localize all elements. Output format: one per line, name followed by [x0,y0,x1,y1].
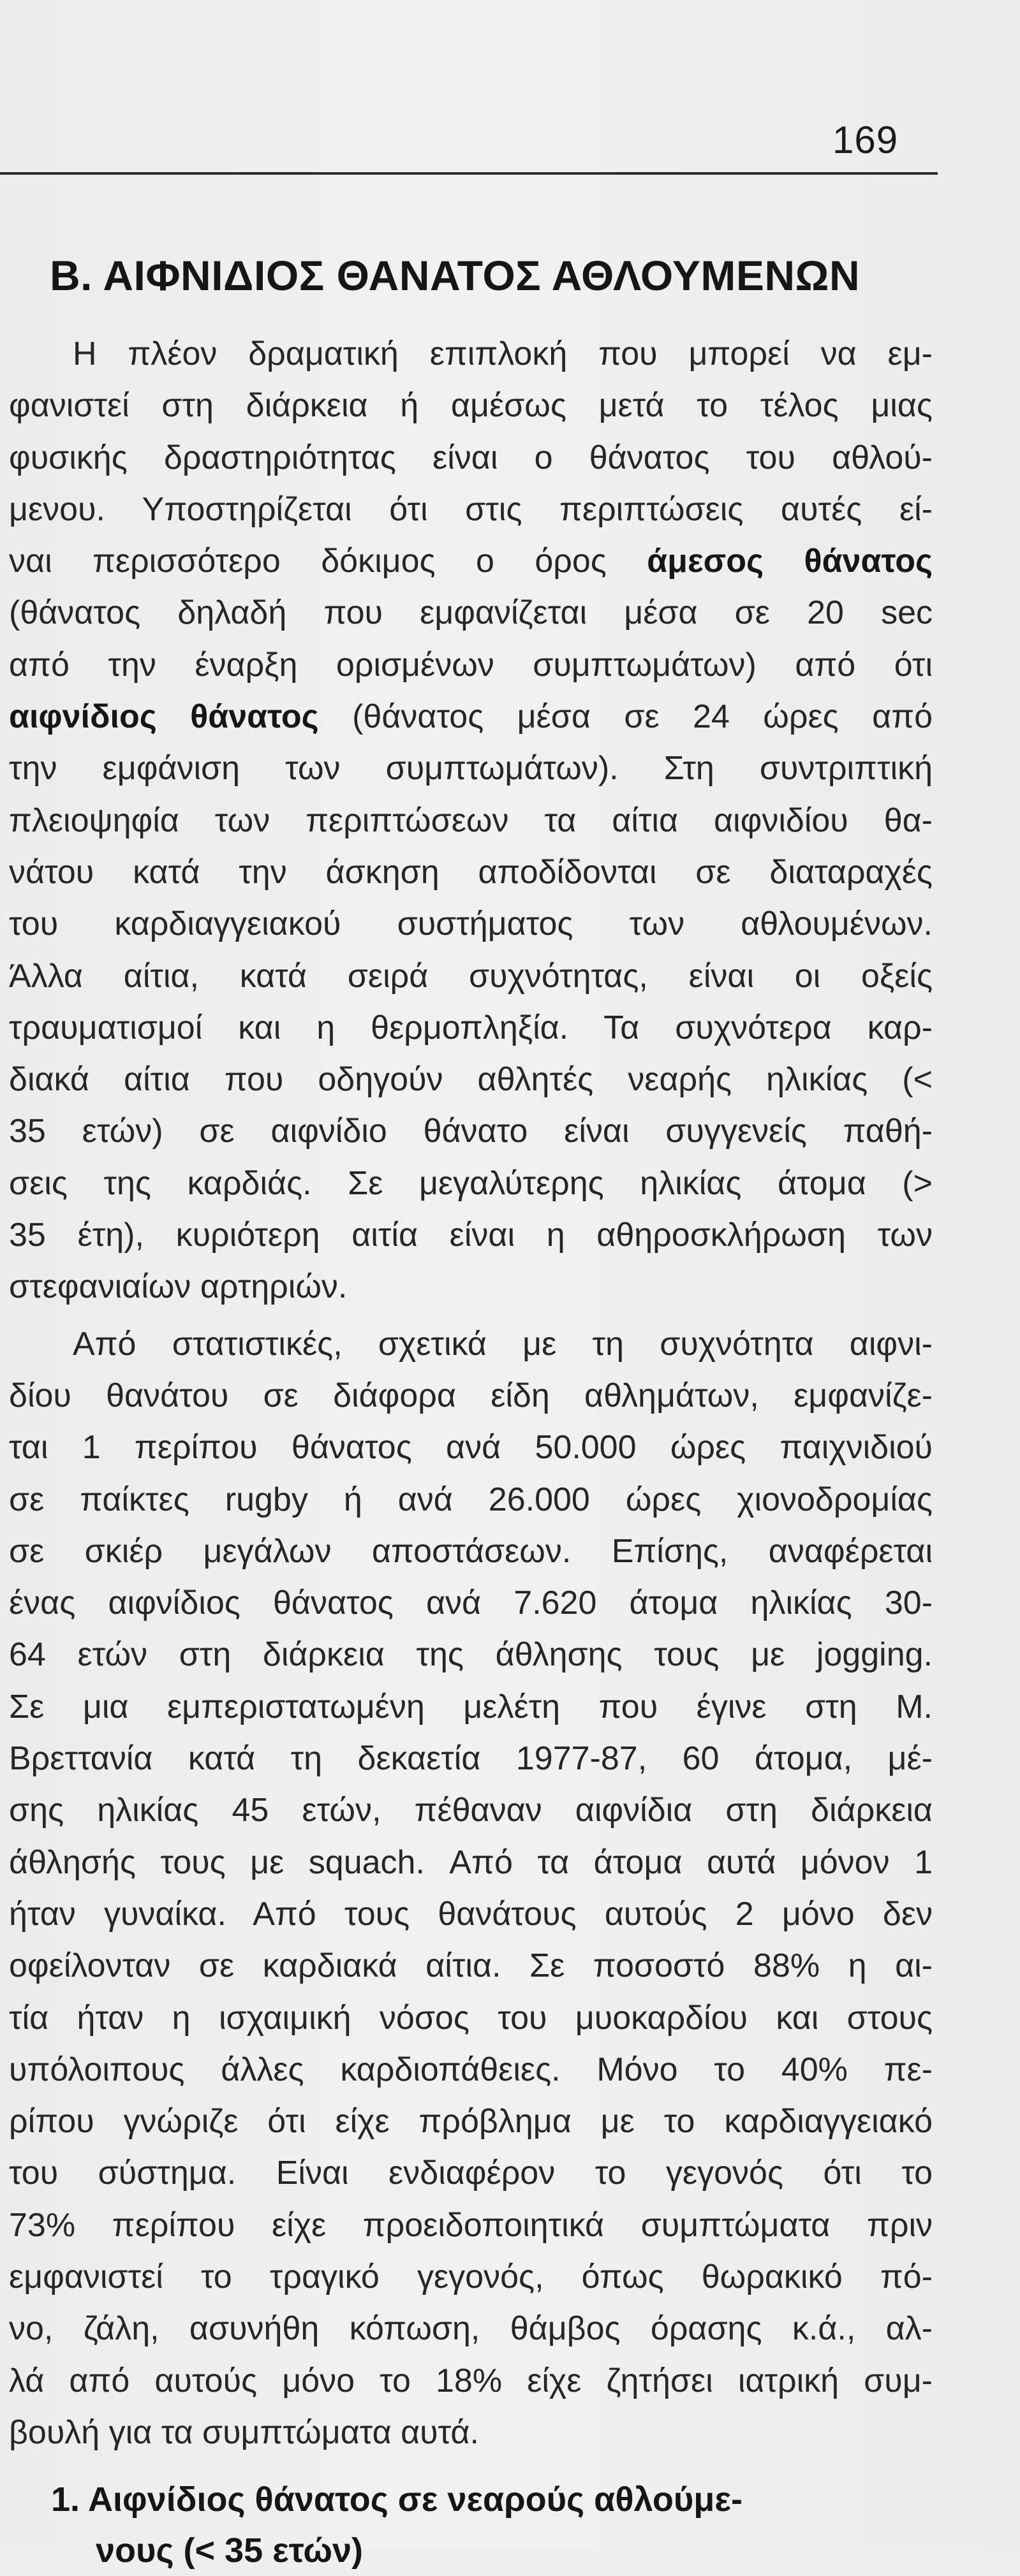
text-line: Άλλα αίτια, κατά σειρά συχνότητας, είναι οι οξείς [9,957,933,995]
term-immediate-death: άμεσος θάνατος [647,543,933,580]
text-run: (θάνατος μέσα σε 24 ώρες από [318,698,933,736]
paragraph-1 [9,328,933,1314]
text-line: ται 1 περίπου θάνατος ανά 50.000 ώρες παιχνιδιού [9,1429,933,1467]
text-line: σης ηλικίας 45 ετών, πέθαναν αιφνίδια στη διάρκεια [9,1792,933,1829]
text-line: 64 ετών στη διάρκεια της άθλησης τους με jogging. [9,1636,933,1674]
text-line: σε σκιέρ μεγάλων αποστάσεων. Επίσης, αναφέρεται [9,1532,933,1570]
text-line: Βρεττανία κατά τη δεκαετία 1977-87, 60 άτομα, μέ- [9,1740,933,1778]
text-line: του σύστημα. Είναι ενδιαφέρον το γεγονός ότι το [9,2155,933,2192]
page-number: 169 [832,119,899,161]
text-line: τραυματισμοί και η θερμοπληξία. Τα συχνότερα καρ- [9,1009,933,1046]
text-run: ναι περισσότερο δόκιμος ο όρος [9,543,647,580]
text-line [9,536,933,587]
subsection-title: 1. Αιφνίδιος θάνατος σε νεαρούς αθλούμε- [51,2480,743,2519]
paragraph-gap [9,1314,933,1319]
text-line: την εμφάνιση των συμπτωμάτων). Στη συντριπτική [9,750,933,787]
text-line: σε παίκτες rugby ή ανά 26.000 ώρες χιονοδρομίας [9,1481,933,1518]
text-line: νάτου κατά την άσκηση αποδίδονται σε διαταραχές [9,853,933,891]
body-text [9,328,933,2459]
subsection-title-continuation: νους (< 35 ετών) [96,2531,363,2570]
text-line: του καρδιαγγειακού συστήματος των αθλουμένων. [9,905,933,943]
text-line: διακά αίτια που οδηγούν αθλητές νεαρής ηλικίας (< [9,1061,933,1099]
text-line: ένας αιφνίδιος θάνατος ανά 7.620 άτομα ηλικίας 30- [9,1584,933,1622]
text-line: μενου. Υποστηρίζεται ότι στις περιπτώσεις αυτές εί- [9,490,933,528]
text-line: σεις της καρδιάς. Σε μεγαλύτερης ηλικίας άτομα (> [9,1164,933,1202]
text-line: στεφανιαίων αρτηριών. [9,1268,348,1306]
section-title: Β. ΑΙΦΝΙΔΙΟΣ ΘΑΝΑΤΟΣ ΑΘΛΟΥΜΕΝΩΝ [50,252,861,299]
header-rule [0,172,938,175]
text-line: υπόλοιπους άλλες καρδιοπάθειες. Μόνο το 40% πε- [9,2051,933,2088]
text-line: 35 έτη), κυριότερη αιτία είναι η αθηροσκλήρωση των [9,1217,933,1254]
text-line: Από στατιστικές, σχετικά με τη συχνότητα αιφνι- [73,1325,933,1363]
text-line: άθλησής τους με squach. Από τα άτομα αυτά μόνον 1 [9,1843,933,1881]
text-line: δίου θανάτου σε διάφορα είδη αθλημάτων, εμφανίζε- [9,1377,933,1414]
text-line: Σε μια εμπεριστατωμένη μελέτη που έγινε στη Μ. [9,1688,933,1725]
text-line: τία ήταν η ισχαιμική νόσος του μυοκαρδίου και στους [9,1999,933,2037]
text-line [9,691,933,743]
text-line: ήταν γυναίκα. Από τους θανάτους αυτούς 2 μόνο δεν [9,1895,933,1933]
text-line: από την έναρξη ορισμένων συμπτωμάτων) από ότι [9,646,933,684]
text-line: 73% περίπου είχε προειδοποιητικά συμπτώματα πριν [9,2206,933,2244]
text-line: Η πλέον δραματική επιπλοκή που μπορεί να εμ- [73,335,933,372]
text-line: ρίπου γνώριζε ότι είχε πρόβλημα με το καρδιαγγειακό [9,2103,933,2141]
paragraph-2 [9,1319,933,2459]
term-sudden-death: αιφνίδιος θάνατος [9,698,319,736]
text-line: (θάνατος δηλαδή που εμφανίζεται μέσα σε 20 sec [9,594,933,632]
text-line: φυσικής δραστηριότητας είναι ο θάνατος του αθλού- [9,439,933,476]
text-line: φανιστεί στη διάρκεια ή αμέσως μετά το τέλος μιας [9,387,933,425]
text-line: οφείλονταν σε καρδιακά αίτια. Σε ποσοστό 88% η αι- [9,1947,933,1985]
text-line: εμφανιστεί το τραγικό γεγονός, όπως θωρακικό πό- [9,2258,933,2295]
text-line: νο, ζάλη, ασυνήθη κόπωση, θάμβος όρασης κ.ά., αλ- [9,2310,933,2348]
text-line: πλειοψηφία των περιπτώσεων τα αίτια αιφνιδίου θα- [9,801,933,839]
text-line: βουλή για τα συμπτώματα αυτά. [9,2413,479,2451]
text-line: 35 ετών) σε αιφνίδιο θάνατο είναι συγγενείς παθή- [9,1113,933,1150]
text-line: λά από αυτούς μόνο το 18% είχε ζητήσει ιατρική συμ- [9,2362,933,2399]
